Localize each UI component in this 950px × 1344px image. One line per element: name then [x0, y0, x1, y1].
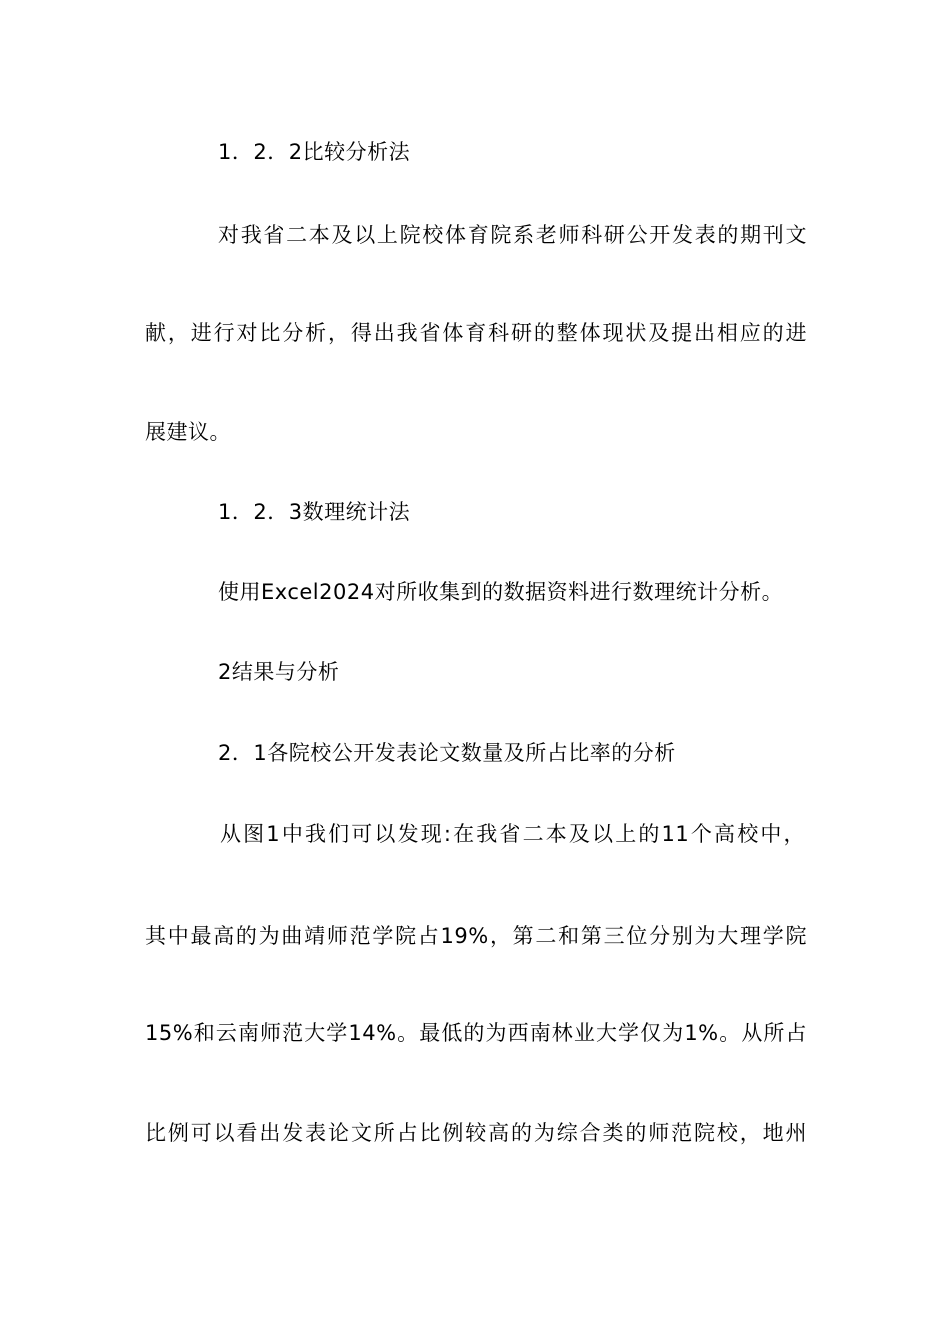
- section-heading-2-1: 2．1各院校公开发表论文数量及所占比率的分析: [218, 741, 676, 765]
- paragraph-line: 15%和云南师范大学14%。最低的为西南林业大学仅为1%。从所占: [145, 1021, 807, 1045]
- section-heading-1-2-3: 1．2．3数理统计法: [218, 500, 411, 524]
- paragraph-line: 从图1中我们可以发现:在我省二本及以上的11个高校中，: [220, 822, 805, 846]
- section-heading-1-2-2: 1．2．2比较分析法: [218, 140, 411, 164]
- paragraph-line: 献，进行对比分析，得出我省体育科研的整体现状及提出相应的进: [145, 321, 807, 345]
- paragraph-line: 对我省二本及以上院校体育院系老师科研公开发表的期刊文: [218, 223, 807, 247]
- paragraph-line: 比例可以看出发表论文所占比例较高的为综合类的师范院校，地州: [145, 1121, 807, 1145]
- paragraph-line: 使用Excel2024对所收集到的数据资料进行数理统计分析。: [218, 580, 784, 604]
- section-heading-2: 2结果与分析: [218, 660, 340, 684]
- paragraph-line: 展建议。: [145, 420, 231, 444]
- paragraph-line: 其中最高的为曲靖师范学院占19%，第二和第三位分别为大理学院: [145, 924, 807, 948]
